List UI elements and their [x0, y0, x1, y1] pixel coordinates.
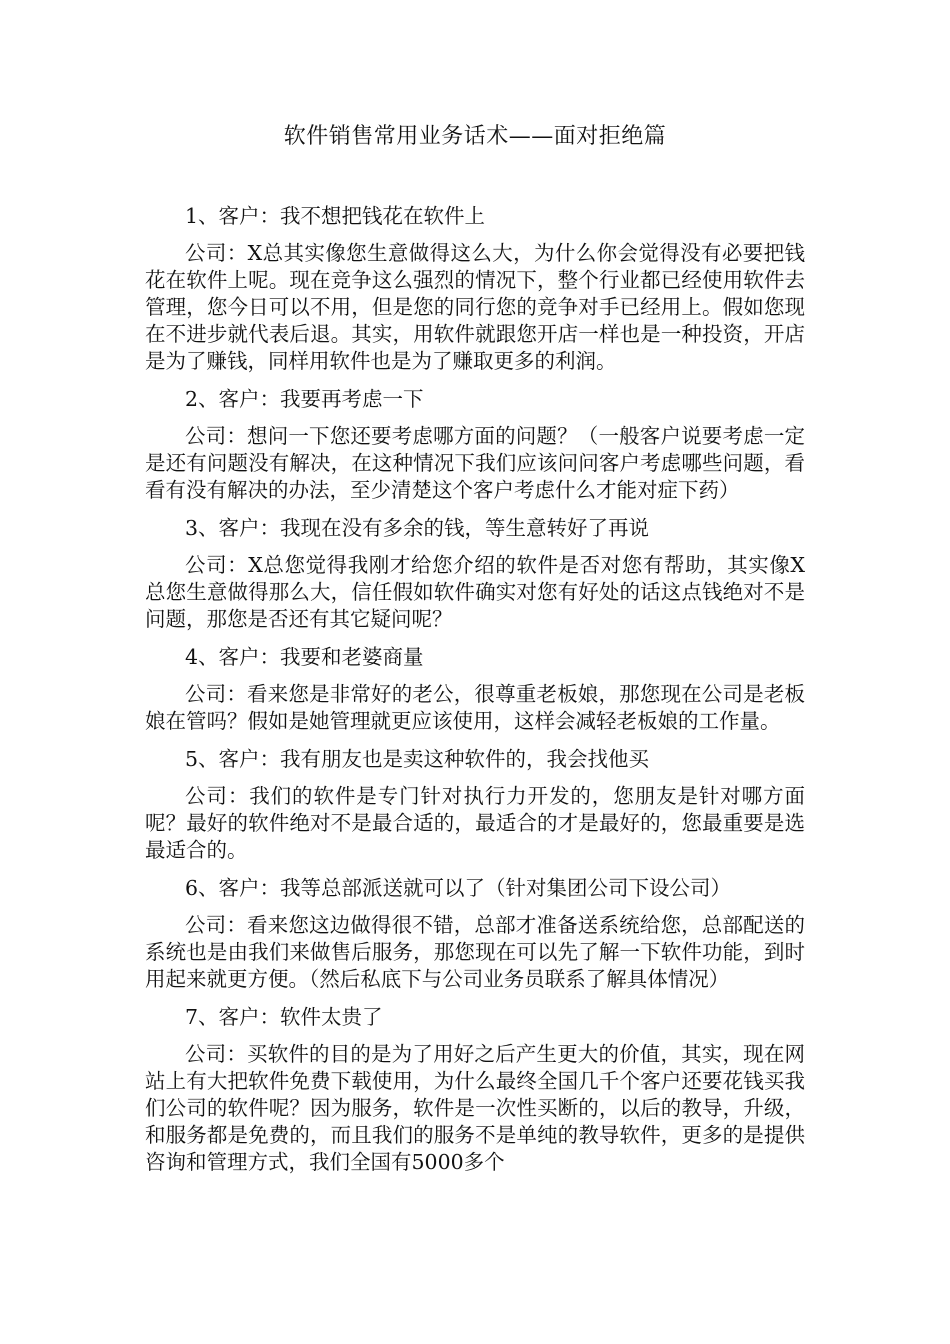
- company-response: 公司：看来您这边做得很不错，总部才准备送系统给您，总部配送的系统也是由我们来做售后服务，那您现在可以先了解一下软件功能，到时用起来就更方便。（然后私底下与公司业务员联系了解具体情况）: [145, 913, 805, 991]
- customer-objection: 7、客户：软件太贵了: [185, 1005, 383, 1029]
- customer-objection: 3、客户：我现在没有多余的钱，等生意转好了再说: [185, 516, 650, 540]
- customer-objection: 4、客户：我要和老婆商量: [185, 645, 424, 669]
- qa-section-6: [145, 875, 805, 993]
- qa-section-7: [145, 1004, 805, 1176]
- customer-objection: 6、客户：我等总部派送就可以了（针对集团公司下设公司）: [185, 876, 732, 900]
- customer-objection: 2、客户：我要再考虑一下: [185, 387, 424, 411]
- customer-objection: 1、客户：我不想把钱花在软件上: [185, 204, 486, 228]
- qa-section-2: [145, 386, 805, 504]
- company-response: 公司：X总其实像您生意做得这么大，为什么你会觉得没有必要把钱花在软件上呢。现在竞争这么强烈的情况下，整个行业都已经使用软件去管理，您今日可以不用，但是您的同行您的竞争对手已经用上。假如您现在不进步就代表后退。其实，用软件就跟您开店一样也是一种投资，开店是为了赚钱，同样用软件也是为了赚取更多的利润。: [145, 241, 805, 373]
- company-response: 公司：买软件的目的是为了用好之后产生更大的价值，其实，现在网站上有大把软件免费下载使用，为什么最终全国几千个客户还要花钱买我们公司的软件呢？因为服务，软件是一次性买断的，以后的教导，升级，和服务都是免费的，而且我们的服务不是单纯的教导软件，更多的是提供咨询和管理方式，我们全国有5000多个: [145, 1042, 805, 1174]
- qa-section-3: [145, 515, 805, 633]
- document-title: 软件销售常用业务话术——面对拒绝篇: [283, 124, 667, 149]
- company-response: 公司：我们的软件是专门针对执行力开发的，您朋友是针对哪方面呢？最好的软件绝对不是最合适的，最适合的才是最好的，您最重要是选最适合的。: [145, 784, 805, 862]
- company-response: 公司：看来您是非常好的老公，很尊重老板娘，那您现在公司是老板娘在管吗？假如是她管理就更应该使用，这样会减轻老板娘的工作量。: [145, 682, 805, 733]
- qa-section-1: [145, 203, 805, 375]
- company-response: 公司：X总您觉得我刚才给您介绍的软件是否对您有帮助，其实像X总您生意做得那么大，信任假如软件确实对您有好处的话这点钱绝对不是问题，那您是否还有其它疑问呢？: [145, 553, 805, 631]
- qa-section-5: [145, 746, 805, 864]
- qa-section-4: [145, 644, 805, 735]
- document-body: [145, 203, 805, 1187]
- company-response: 公司：想问一下您还要考虑哪方面的问题？（一般客户说要考虑一定是还有问题没有解决，在这种情况下我们应该问问客户考虑哪些问题，看看有没有解决的办法，至少清楚这个客户考虑什么才能对症下药）: [145, 424, 805, 502]
- customer-objection: 5、客户：我有朋友也是卖这种软件的，我会找他买: [185, 747, 650, 771]
